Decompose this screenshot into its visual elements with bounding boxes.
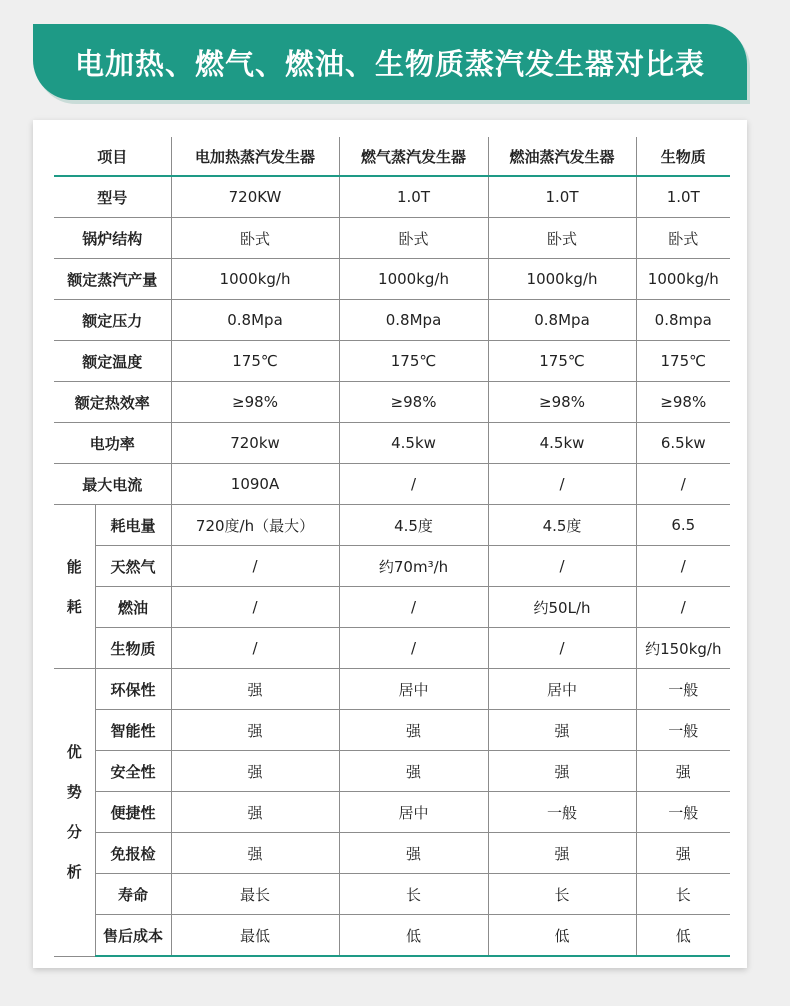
group-label-char: 析 [66,863,82,882]
table-cell: 强 [488,751,636,792]
row-label: 额定蒸汽产量 [54,259,171,300]
table-cell: 卧式 [171,218,339,259]
row-label: 额定热效率 [54,382,171,423]
table-cell: 强 [171,710,339,751]
table-cell: 4.5度 [488,505,636,546]
table-cell: 1.0T [488,176,636,218]
table-cell: 卧式 [636,218,730,259]
table-cell: / [339,628,488,669]
page-title: 电加热、燃气、燃油、生物质蒸汽发生器对比表 [74,46,705,81]
table-cell: / [171,546,339,587]
table-cell: 强 [171,751,339,792]
table-row [54,546,730,587]
table-cell: 1000kg/h [339,259,488,300]
row-label: 锅炉结构 [54,218,171,259]
table-row [54,382,730,423]
table-cell: 1.0T [339,176,488,218]
table-cell: 一般 [636,710,730,751]
table-cell: / [636,587,730,628]
table-row [54,669,730,710]
table-row [54,423,730,464]
row-label: 额定温度 [54,341,171,382]
table-cell: 强 [339,833,488,874]
table-cell: 强 [171,792,339,833]
table-row [54,751,730,792]
row-label: 耗电量 [95,505,171,546]
row-label: 售后成本 [95,915,171,957]
table-cell: 0.8Mpa [339,300,488,341]
comparison-card [33,120,747,968]
table-cell: 卧式 [339,218,488,259]
table-cell: 一般 [636,669,730,710]
comparison-table [54,137,730,957]
table-cell: 约150kg/h [636,628,730,669]
table-cell: 6.5kw [636,423,730,464]
table-cell: 卧式 [488,218,636,259]
table-cell: 强 [171,833,339,874]
table-cell: 一般 [488,792,636,833]
table-cell: 175℃ [488,341,636,382]
table-cell: 4.5kw [488,423,636,464]
table-cell: 1.0T [636,176,730,218]
header-cell: 电加热蒸汽发生器 [171,137,339,176]
table-cell: 175℃ [339,341,488,382]
row-label: 安全性 [95,751,171,792]
table-cell: 0.8mpa [636,300,730,341]
group-label-char: 能 [66,557,82,576]
table-cell: / [171,587,339,628]
table-cell: 一般 [636,792,730,833]
group-label-char: 优 [66,743,82,762]
table-cell: 4.5kw [339,423,488,464]
table-cell: / [636,464,730,505]
table-row [54,915,730,957]
table-row [54,710,730,751]
table-cell: ≥98% [171,382,339,423]
table-cell: 居中 [339,669,488,710]
title-banner [33,24,747,100]
table-cell: 175℃ [636,341,730,382]
table-cell: 低 [339,915,488,957]
table-cell: 720KW [171,176,339,218]
table-cell: 720kw [171,423,339,464]
table-cell: 长 [488,874,636,915]
row-label: 电功率 [54,423,171,464]
table-cell: 约50L/h [488,587,636,628]
table-cell: / [171,628,339,669]
table-cell: 强 [488,710,636,751]
header-cell: 燃气蒸汽发生器 [339,137,488,176]
row-label: 环保性 [95,669,171,710]
table-row [54,833,730,874]
group-label-char: 分 [66,823,82,842]
table-cell: 强 [339,710,488,751]
row-label: 便捷性 [95,792,171,833]
table-cell: 低 [488,915,636,957]
table-cell: 居中 [339,792,488,833]
table-row [54,300,730,341]
group-label-char: 耗 [66,597,82,616]
group-label-advantage [54,669,95,957]
row-label: 额定压力 [54,300,171,341]
group-label-char: 势 [66,783,82,802]
table-cell: / [339,587,488,628]
header-cell: 燃油蒸汽发生器 [488,137,636,176]
row-label: 最大电流 [54,464,171,505]
table-cell: ≥98% [636,382,730,423]
table-row [54,176,730,218]
row-label: 型号 [54,176,171,218]
group-label-energy [54,505,95,669]
table-cell: 居中 [488,669,636,710]
header-cell: 项目 [54,137,171,176]
table-cell: 强 [339,751,488,792]
table-cell: 强 [636,833,730,874]
table-cell: 长 [339,874,488,915]
table-cell: 6.5 [636,505,730,546]
row-label: 寿命 [95,874,171,915]
row-label: 智能性 [95,710,171,751]
table-cell: 最长 [171,874,339,915]
table-cell: / [339,464,488,505]
table-cell: 约70m³/h [339,546,488,587]
row-label: 燃油 [95,587,171,628]
table-header-row [54,137,730,176]
table-row [54,628,730,669]
table-cell: / [636,546,730,587]
table-cell: 1000kg/h [171,259,339,300]
row-label: 生物质 [95,628,171,669]
table-cell: 1000kg/h [636,259,730,300]
table-row [54,505,730,546]
table-row [54,341,730,382]
table-cell: 长 [636,874,730,915]
table-cell: 4.5度 [339,505,488,546]
table-cell: 强 [171,669,339,710]
table-cell: 强 [488,833,636,874]
table-cell: 最低 [171,915,339,957]
table-cell: ≥98% [339,382,488,423]
table-cell: 低 [636,915,730,957]
table-row [54,259,730,300]
row-label: 天然气 [95,546,171,587]
table-row [54,464,730,505]
table-cell: / [488,628,636,669]
table-cell: / [488,464,636,505]
table-cell: 1000kg/h [488,259,636,300]
table-cell: 0.8Mpa [171,300,339,341]
table-cell: 0.8Mpa [488,300,636,341]
row-label: 免报检 [95,833,171,874]
table-cell: 1090A [171,464,339,505]
table-cell: 720度/h（最大） [171,505,339,546]
header-cell: 生物质 [636,137,730,176]
table-cell: 175℃ [171,341,339,382]
table-cell: 强 [636,751,730,792]
table-row [54,587,730,628]
table-row [54,874,730,915]
table-body [54,176,730,956]
table-cell: ≥98% [488,382,636,423]
table-cell: / [488,546,636,587]
table-row [54,792,730,833]
table-row [54,218,730,259]
